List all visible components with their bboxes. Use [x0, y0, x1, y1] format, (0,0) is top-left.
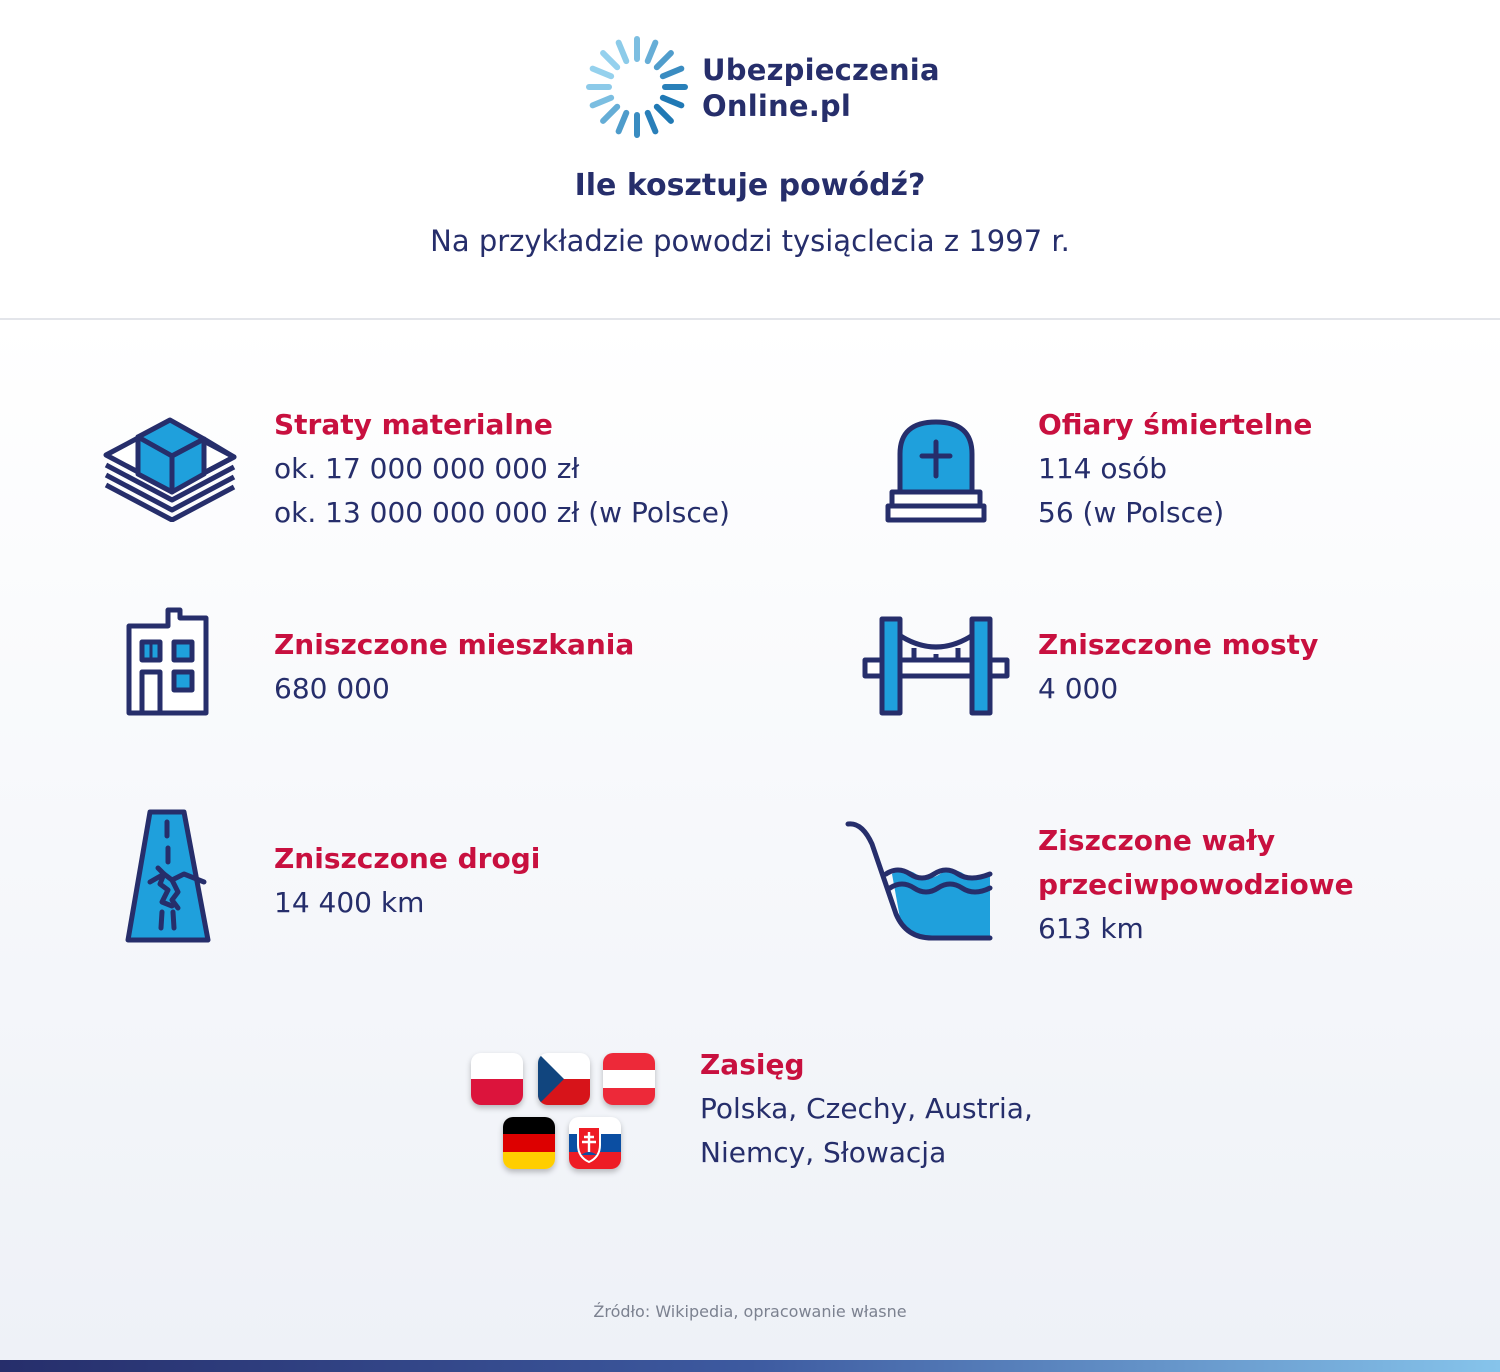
stat-text — [274, 837, 540, 925]
stat-value: ok. 17 000 000 000 zł — [274, 452, 580, 485]
stat-value: Polska, Czechy, Austria, — [700, 1092, 1033, 1125]
logo-ray — [657, 53, 671, 67]
stat-value: Niemcy, Słowacja — [700, 1136, 947, 1169]
brand-line-2: Online.pl — [702, 89, 852, 123]
building-icon — [124, 606, 212, 718]
logo-ray — [603, 107, 617, 121]
stat-label-line-1: Ziszczone wały — [1038, 824, 1276, 857]
cracked-road-icon — [122, 808, 214, 944]
brand-logo[interactable] — [584, 34, 940, 140]
logo-ray — [663, 98, 681, 106]
logo-ray — [593, 98, 611, 106]
flag-poland-icon — [471, 1053, 523, 1105]
logo-ray — [603, 53, 617, 67]
page-title: Ile kosztuje powódź? — [574, 168, 926, 203]
logo-ray — [648, 43, 656, 61]
stat-text — [1038, 403, 1312, 535]
bridge-icon — [862, 616, 1010, 716]
stat-label: Ofiary śmiertelne — [1038, 408, 1313, 441]
stat-text — [1038, 819, 1354, 951]
stat-value: 680 000 — [274, 672, 390, 705]
logo-ray — [663, 69, 681, 77]
flag-slovakia-icon — [569, 1117, 621, 1169]
levee-water-icon — [844, 820, 996, 942]
stat-value: 14 400 km — [274, 886, 425, 919]
flag-czechia-icon — [538, 1053, 590, 1105]
stat-value: 4 000 — [1038, 672, 1119, 705]
stat-label: Straty materialne — [274, 408, 553, 441]
source-note: Źródło: Wikipedia, opracowanie własne — [593, 1302, 907, 1321]
money-stack-icon — [100, 412, 240, 522]
flag-austria-icon — [603, 1053, 655, 1105]
logo-ray — [657, 107, 671, 121]
flag-germany-icon — [503, 1117, 555, 1169]
stat-label: Zniszczone mosty — [1038, 628, 1319, 661]
gravestone-icon — [884, 416, 988, 526]
logo-sunburst-icon — [584, 34, 690, 140]
stat-label: Zniszczone mieszkania — [274, 628, 635, 661]
stat-label: Zasięg — [700, 1048, 805, 1081]
logo-ray — [619, 43, 627, 61]
stat-label-line-2: przeciwpowodziowe — [1038, 868, 1354, 901]
stat-value: 613 km — [1038, 912, 1144, 945]
page-subtitle: Na przykładzie powodzi tysiąclecia z 1997 r. — [430, 224, 1070, 258]
stat-text — [700, 1043, 1033, 1175]
stats-section — [0, 320, 1500, 1360]
stat-text — [1038, 623, 1318, 711]
stat-text — [274, 623, 634, 711]
stat-text — [274, 403, 730, 535]
brand-name — [702, 52, 940, 124]
logo-ray — [648, 113, 656, 131]
stat-value: 114 osób — [1038, 452, 1167, 485]
bottom-gradient-bar — [0, 1360, 1500, 1372]
stat-value: 56 (w Polsce) — [1038, 496, 1225, 529]
brand-line-1: Ubezpieczenia — [702, 53, 940, 87]
logo-ray — [619, 113, 627, 131]
stat-label: Zniszczone drogi — [274, 842, 541, 875]
header — [0, 0, 1500, 320]
logo-ray — [593, 69, 611, 77]
stat-value: ok. 13 000 000 000 zł (w Polsce) — [274, 496, 730, 529]
